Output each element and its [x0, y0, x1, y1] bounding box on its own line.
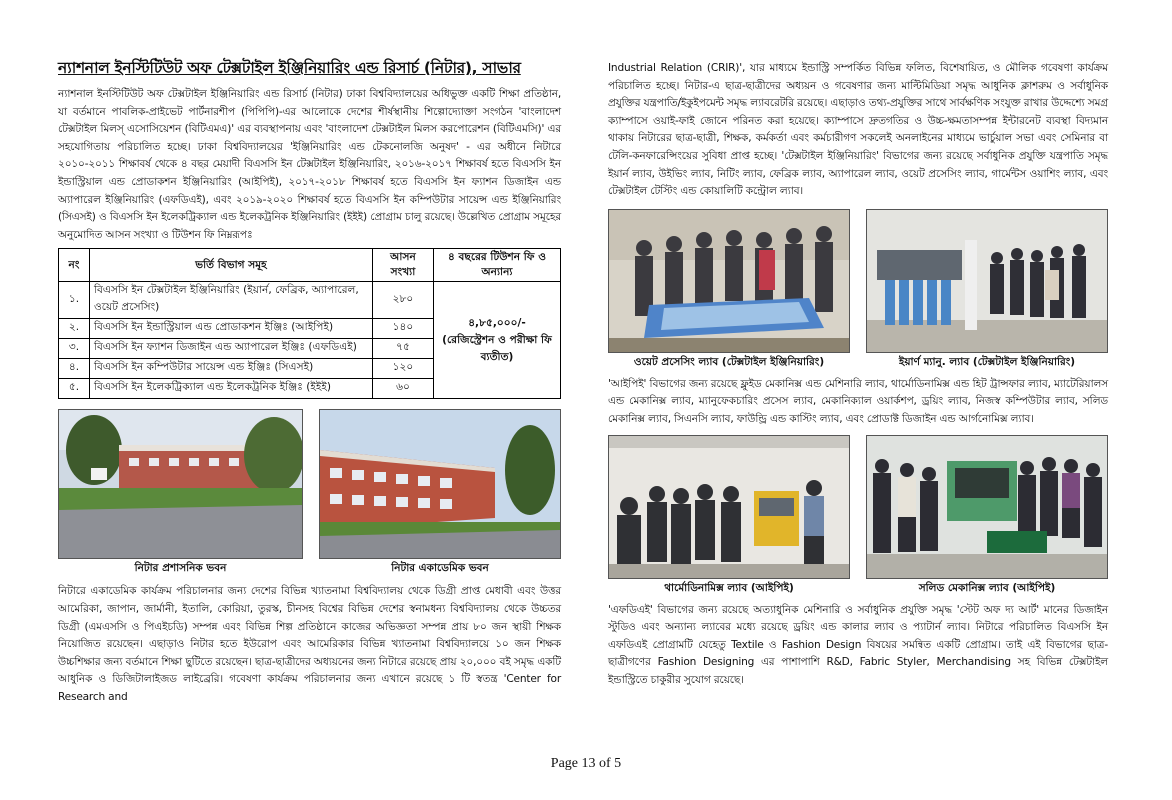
thermodynamics-lab-photo — [608, 435, 850, 579]
row-seats: ১২০ — [373, 359, 434, 379]
yarn-lab-caption: ইয়ার্ণ ম্যানু. ল্যাব (টেক্সটাইল ইঞ্জিনিয়ারিং) — [898, 355, 1076, 368]
table-row — [59, 282, 561, 319]
row-no: ২. — [59, 319, 90, 339]
row-seats: ৭৫ — [373, 339, 434, 359]
yarn-lab-figure — [866, 209, 1108, 372]
yarn-lab-photo — [866, 209, 1108, 353]
row-no: ১. — [59, 282, 90, 319]
row-dept: বিএসসি ইন ইলেকট্রিক্যাল এন্ড ইলেকট্রনিক ইঞ্জিঃ (ইইই) — [90, 379, 373, 399]
solid-mechanics-lab-photo — [866, 435, 1108, 579]
textile-lab-photos — [608, 209, 1108, 372]
intro-paragraph: ন্যাশনাল ইনস্টিটিউট অফ টেক্সটাইল ইঞ্জিনিয়ারিং এন্ড রিসার্চ (নিটার) ঢাকা বিশ্ববিদ্যালয়ের অধিভুক্ত একটি শিক্ষা প্রতিষ্ঠান, যা বর্তমানে পাবলিক-প্রাইভেট পার্টনারশীপ (পিপিপি)-এর আলোকে দেশের শীর্ষস্থানীয় শিল্পোদ্যোক্তা সংগঠন 'বাংলাদেশ টেক্সটাইল মিলস্ এসোসিয়েশন (বিটিএমএ)' এর ব্যবস্থাপনায় এবং 'বাংলাদেশ টেক্সটাইল মিলস করপোরেশন (বিটিএমসি)' এর সহযোগিতায় পরিচালিত হচ্ছে। ঢাকা বিশ্ববিদ্যালয়ের 'ইঞ্জিনিয়ারিং এন্ড টেকনোলজি অনুষদ' - এর অধীনে নিটারে ২০১০-২০১১ শিক্ষাবর্ষ থেকে ৪ বছর মেয়াদী বিএসসি ইন টেক্সটাইল ইঞ্জিনিয়ারিং, ২০১৬-২০১৭ শিক্ষাবর্ষ হতে বিএসসি ইন ইন্ডাস্ট্রিয়াল এন্ড প্রোডাকশন ইঞ্জিনিয়ারিং (আইপিই), ২০১৭-২০১৮ শিক্ষাবর্ষ হতে বিএসসি ইন ফ্যাশন ডিজাইন এন্ড অ্যাপারেল ইঞ্জিনিয়ারিং (এফডিএই), এবং ২০১৯-২০২০ শিক্ষাবর্ষ হতে বিএসসি ইন কম্পিউটার সায়েন্স এন্ড ইঞ্জিনিয়ারিং (সিএসই) ও বিএসসি ইন ইলেকট্রিক্যাল এন্ড ইলেকট্রনিক ইঞ্জিনিয়ারিং (ইইই) প্রোগ্রাম চালু রয়েছে। উল্লেখিত প্রোগ্রাম সমূহের অনুমোদিত আসন সংখ্যা ও টিউশন ফি নিম্নরূপঃ — [58, 88, 561, 241]
admin-building-caption: নিটার প্রশাসনিক ভবন — [134, 562, 227, 575]
wet-processing-lab-caption: ওয়েট প্রসেসিং ল্যাব (টেক্সটাইল ইঞ্জিনিয়ারিং) — [633, 355, 825, 368]
page-number: Page 13 of 5 — [550, 756, 622, 771]
admin-building-photo — [58, 409, 303, 559]
ipe-lab-photos — [608, 435, 1108, 598]
row-dept: বিএসসি ইন ফ্যাশন ডিজাইন এন্ড অ্যাপারেল ইঞ্জিঃ (এফডিএই) — [90, 339, 373, 359]
row-no: ৫. — [59, 379, 90, 399]
ipe-labs-paragraph: 'আইপিই' বিভাগের জন্য রয়েছে ফ্লুইড মেকানিক্স এন্ড মেশিনারি ল্যাব, থার্মোডিনামিক্স এন্ড হিট ট্রান্সফার ল্যাব, ম্যাটেরিয়ালস এন্ড মেকানিক্স ল্যাব, ম্যানুফেকচারিং প্রসেস ল্যাব, মেকানিক্যাল ওয়ার্কশপ, ড্রয়িং ল্যাব, নিজস্ব কম্পিউটার ল্যাব, সলিড মেকানিক্স ল্যাব, সিএনসি ল্যাব, ফাউন্ড্রি এন্ড কাস্টিং ল্যাব, এবং প্রোডাক্ট ডিজাইন এন্ড আর্গনোমিক্স ল্যাব। — [608, 377, 1108, 425]
admin-building-figure — [58, 409, 303, 578]
row-no: ৪. — [59, 359, 90, 379]
wet-processing-lab-figure — [608, 209, 850, 372]
research-labs-paragraph: Industrial Relation (CRIR)', যার মাধ্যমে ইন্ডাস্ট্রি সম্পর্কিত বিভিন্ন ফলিত, বিশেষায়িত, ও মৌলিক গবেষণা কার্যক্রম পরিচালিত হচ্ছে। নিটার-এ ছাত্র-ছাত্রীদের অধ্যয়ন ও গবেষণার জন্য মাল্টিমিডিয়া সমৃদ্ধ আধুনিক ক্লাশরুম ও সর্বাধুনিক প্রযুক্তির যন্ত্রপাতি/ইকুইপমেন্ট সমৃদ্ধ ল্যাবরেটরি রয়েছে। এছাড়াও তথ্য-প্রযুক্তির সাথে সার্বক্ষণিক সংযুক্ত রাখার উদ্দেশ্যে সমগ্র ক্যাম্পাসে ওয়াই-ফাই জোনে পরিনত করা হয়েছে। ক্যাম্পাসে দ্রুতগতির ও উচ্চ-ক্ষমতাসম্পন্ন ইন্টারনেট ব্যবস্থা বিদ্যমান থাকায় নিটারের ছাত্র-ছাত্রী, শিক্ষক, কর্মকর্তা এবং কর্মচারীগণ সকলেই অনলাইনের মাধ্যমে ভার্চুয়াল সভা এবং সেমিনার বা টেলি-কনফারেন্সিংয়ের সুবিধা প্রাপ্ত হচ্ছে। 'টেক্সটাইল ইঞ্জিনিয়ারিং' বিভাগের জন্য রয়েছে সর্বাধুনিক প্রযুক্তি যন্ত্রপাতি সমৃদ্ধ ইয়ার্ন ল্যাব, উইভিং ল্যাব, নিটিং ল্যাব, ফেব্রিক ল্যাব, অ্যাপারেল ল্যাব, ওয়েট প্রসেসিং ল্যাব, গার্মেন্টস ওয়াশিং ল্যাব, এবং টেক্সটাইল টেস্টিং এন্ড কোয়ালিটি কন্ট্রোল ল্যাব। — [608, 62, 1108, 198]
fee-amount: ৪,৮৫,০০০/- — [468, 316, 526, 329]
right-column — [608, 56, 1108, 690]
academic-building-figure — [319, 409, 561, 578]
row-no: ৩. — [59, 339, 90, 359]
col-header-department: ভর্তি বিভাগ সমূহ — [90, 249, 373, 282]
row-dept: বিএসসি ইন টেক্সটাইল ইঞ্জিনিয়ারিং (ইয়ার্ন, ফেব্রিক, অ্যাপারেল, ওয়েট প্রসেসিং) — [90, 282, 373, 319]
thermodynamics-lab-figure — [608, 435, 850, 598]
thermodynamics-lab-caption: থার্মোডিনামিক্স ল্যাব (আইপিই) — [664, 581, 794, 594]
left-column — [58, 56, 561, 707]
table-header-row — [59, 249, 561, 282]
col-header-seats: আসন সংখ্যা — [373, 249, 434, 282]
faculty-paragraph: নিটারে একাডেমিক কার্যক্রম পরিচালনার জন্য দেশের বিভিন্ন খ্যাতনামা বিশ্ববিদ্যালয় থেকে ডিগ্রী প্রাপ্ত মেধাবী এবং উত্তর আমেরিকা, জাপান, জার্মানী, ইতালি, কোরিয়া, তুরস্ক, চীনসহ বিশ্বের বিভিন্ন দেশের স্বনামধন্য বিশ্ববিদ্যালয় থেকে উচ্চতর ডিগ্রী (এমএসসি ও পিএইচডি) সম্পন্ন এবং বিভিন্ন শিল্প প্রতিষ্ঠানে কাজের অভিজ্ঞতা সম্পন্ন প্রায় ৮০ জন স্থায়ী শিক্ষক নিয়োজিত রয়েছেন। এছাড়াও নিটার হতে ইউরোপ এবং আমেরিকার বিভিন্ন খ্যাতনামা বিশ্ববিদ্যালয়ে ১০ জন শিক্ষক উচ্চশিক্ষার জন্য বর্তমানে শিক্ষা ছুটিতে রয়েছেন। ছাত্র-ছাত্রীদের অধ্যয়নের জন্য নিটারে রয়েছে প্রায় ২০,০০০ বই সমৃদ্ধ একটি আধুনিক ও ডিজিটালাইজড লাইব্রেরি। গবেষণা কার্যক্রম পরিচালনার জন্য এখানে রয়েছে ১ টি স্বতন্ত্র 'Center for Research and — [58, 585, 561, 703]
academic-building-photo — [319, 409, 561, 559]
row-seats: ১৪০ — [373, 319, 434, 339]
fee-cell — [434, 282, 561, 399]
col-header-fee: ৪ বছরের টিউশন ফি ও অন্যান্য — [434, 249, 561, 282]
row-dept: বিএসসি ইন ইন্ডাস্ট্রিয়াল এন্ড প্রোডাকশন ইঞ্জিঃ (আইপিই) — [90, 319, 373, 339]
fee-note: (রেজিস্ট্রেশন ও পরীক্ষা ফি ব্যতীত) — [442, 333, 552, 363]
solid-mechanics-lab-caption: সলিড মেকানিক্স ল্যাব (আইপিই) — [918, 581, 1056, 594]
admission-fee-table — [58, 248, 561, 399]
col-header-no: নং — [59, 249, 90, 282]
article-title: ন্যাশনাল ইনস্টিটিউট অফ টেক্সটাইল ইঞ্জিনিয়ারিং এন্ড রিসার্চ (নিটার), সাভার — [58, 59, 521, 77]
fdae-labs-paragraph: 'এফডিএই' বিভাগের জন্য রয়েছে অত্যাধুনিক মেশিনারি ও সর্বাধুনিক প্রযুক্তি সমৃদ্ধ 'স্টেট অফ দ্য আর্ট' মানের ডিজাইন স্টুডিও এবং অন্যান্য ল্যাবের মধ্যে রয়েছে ড্রয়িং এন্ড কালার ল্যাব ও প্যাটার্ন ল্যাব। নিটারে পরিচালিত বিএসসি ইন এফডিএই প্রোগ্রামটি যেহেতু Textile ও Fashion Design বিষয়ের সমন্বিত একটি প্রোগ্রাম। তাই এই বিভাগের ছাত্র-ছাত্রীগণের Fashion Designing এর পাশাপাশি R&D, Fabric Styler, Merchandising সহ বিভিন্ন টেক্সটাইল ইন্ডাস্ট্রিতে চাকুরীর সুযোগ রয়েছে। — [608, 603, 1108, 686]
solid-mechanics-lab-figure — [866, 435, 1108, 598]
wet-processing-lab-photo — [608, 209, 850, 353]
building-photos — [58, 409, 561, 578]
row-seats: ৬০ — [373, 379, 434, 399]
academic-building-caption: নিটার একাডেমিক ভবন — [391, 562, 489, 575]
row-dept: বিএসসি ইন কম্পিউটার সায়েন্স এন্ড ইঞ্জিঃ (সিএসই) — [90, 359, 373, 379]
row-seats: ২৮০ — [373, 282, 434, 319]
